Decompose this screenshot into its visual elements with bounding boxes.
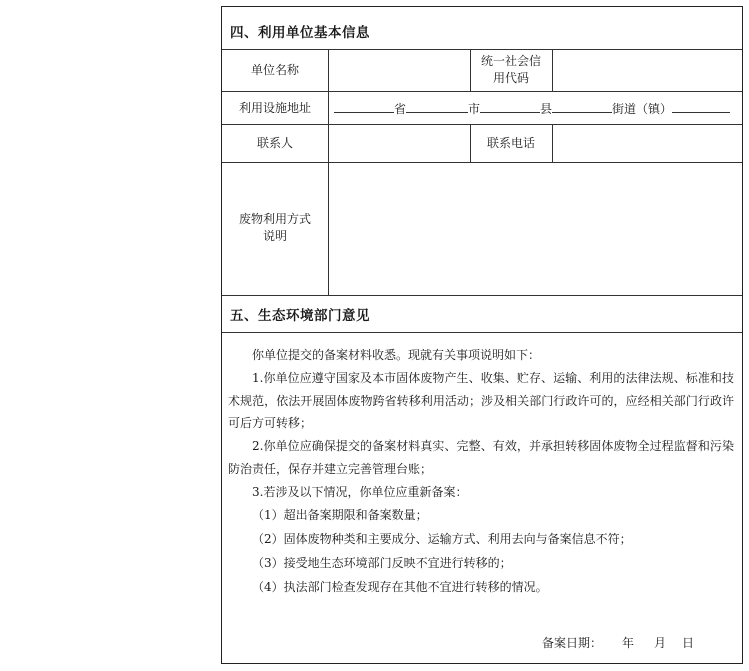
filing-form xyxy=(221,6,743,664)
divider xyxy=(328,49,329,295)
unit-name-field[interactable] xyxy=(334,62,464,80)
divider xyxy=(222,49,742,50)
facility-address-label: 利用设施地址 xyxy=(238,101,311,115)
divider xyxy=(222,332,742,333)
opinion-sub-2: （2）固体废物种类和主要成分、运输方式、利用去向与备案信息不符； xyxy=(252,532,632,546)
opinion-item-3: 3.若涉及以下情况，你单位应重新备案： xyxy=(252,485,468,499)
method-label: 废物利用方式 说明 xyxy=(238,212,311,243)
section5-title: 五、生态环境部门意见 xyxy=(230,308,370,324)
city-blank[interactable] xyxy=(406,100,468,113)
opinion-item-1: 1.你单位应遵守国家及本市固体废物产生、收集、贮存、运输、利用的法律法规、标准和技术规范，依法开展固体废物跨省转移利用活动；涉及相关部门行政许可的，应经相关部门行政许可后方可转移； xyxy=(228,371,734,430)
divider xyxy=(552,49,553,91)
address-detail-blank[interactable] xyxy=(672,100,730,113)
street-blank[interactable] xyxy=(552,100,612,113)
credit-code-label: 统一社会信 用代码 xyxy=(480,54,541,85)
opinion-sub-3: （3）接受地生态环境部门反映不宜进行转移的； xyxy=(252,556,512,570)
filing-date-year: 年 xyxy=(622,636,635,650)
city-label: 市 xyxy=(468,102,481,116)
method-field[interactable] xyxy=(334,169,734,289)
county-blank[interactable] xyxy=(480,100,540,113)
opinion-intro: 你单位提交的备案材料收悉。现就有关事项说明如下： xyxy=(252,348,541,362)
divider xyxy=(222,91,742,92)
contact-field[interactable] xyxy=(334,135,464,153)
divider xyxy=(222,295,742,296)
phone-field[interactable] xyxy=(558,135,733,153)
section4-title: 四、利用单位基本信息 xyxy=(230,25,370,41)
facility-address-field[interactable] xyxy=(334,100,730,117)
divider xyxy=(222,162,742,163)
phone-label: 联系电话 xyxy=(486,136,535,150)
credit-code-field[interactable] xyxy=(558,62,733,80)
divider xyxy=(552,124,553,162)
filing-date-month: 月 xyxy=(654,636,667,650)
unit-name-label: 单位名称 xyxy=(250,63,299,77)
opinion-sub-1: （1）超出备案期限和备案数量； xyxy=(252,508,428,522)
opinion-item-2: 2.你单位应确保提交的备案材料真实、完整、有效，并承担转移固体废物全过程监督和污染防治责任，保存并建立完善管理台账； xyxy=(228,439,734,476)
province-blank[interactable] xyxy=(334,100,394,113)
county-label: 县 xyxy=(540,102,553,116)
contact-label: 联系人 xyxy=(256,136,293,150)
opinion-sub-4: （4）执法部门检查发现存在其他不宜进行转移的情况。 xyxy=(252,580,548,594)
street-label: 街道（镇） xyxy=(612,102,673,116)
filing-date-label: 备案日期： xyxy=(542,636,603,650)
divider xyxy=(222,124,742,125)
province-label: 省 xyxy=(394,102,407,116)
filing-date-day: 日 xyxy=(682,636,695,650)
